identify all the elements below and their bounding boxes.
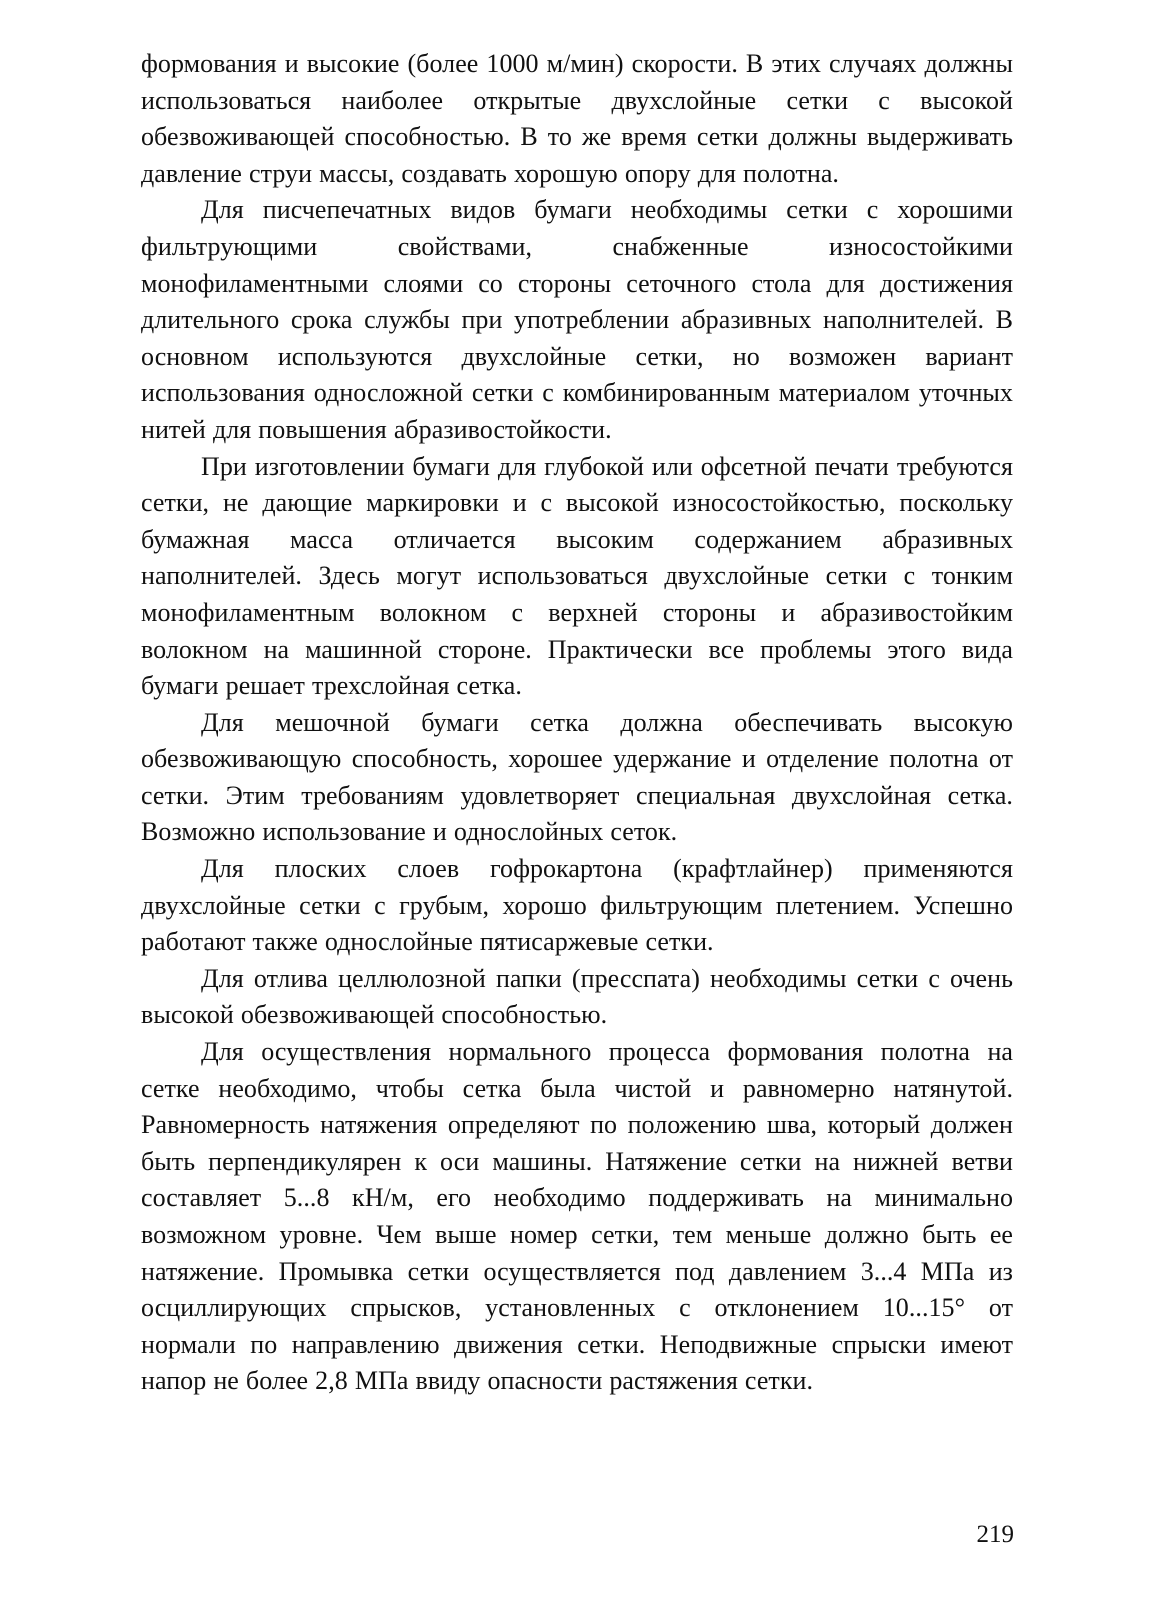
- paragraph-writing-paper: Для писчепечатных видов бумаги необходимы сетки с хорошими фильтрующими свойствами, снабженные износостойкими монофиламентными слоями со стороны сеточного стола для достижения длительного срока службы при употреблении абразивных наполнителей. В основном используются двухслойные сетки, но возможен вариант использования односложной сетки с комбинированным материалом уточных нитей для повышения абразивостойкости.: [141, 195, 1013, 444]
- paragraph-continuation: формования и высокие (более 1000 м/мин) скорости. В этих случаях должны использоваться наиболее открытые двухслойные сетки с высокой обезвоживающей способностью. В то же время сетки должны выдерживать давление струи массы, создавать хорошую опору для полотна.: [141, 49, 1013, 188]
- paragraph-sack-paper: Для мешочной бумаги сетка должна обеспечивать высокую обезвоживающую способность, хорошее удержание и отделение полотна от сетки. Этим требованиям удовлетворяет специальная двухслойная сетка. Возможно использование и однослойных сеток.: [141, 707, 1013, 847]
- body-text: [141, 46, 1013, 1400]
- page-number: 219: [976, 1521, 1014, 1548]
- paragraph-pulp-sheet: Для отлива целлюлозной папки (пресспата) необходимы сетки с очень высокой обезвоживающей способностью.: [141, 963, 1013, 1030]
- paragraph-kraftliner: Для плоских слоев гофрокартона (крафтлайнер) применяются двухслойные сетки с грубым, хорошо фильтрующим плетением. Успешно работают также однослойные пятисаржевые сетки.: [141, 854, 1013, 957]
- paragraph-wire-tension: Для осуществления нормального процесса формования полотна на сетке необходимо, чтобы сетка была чистой и равномерно натянутой. Равномерность натяжения определяют по положению шва, который должен быть перпендикулярен к оси машины. Натяжение сетки на нижней ветви составляет 5...8 кН/м, его необходимо поддерживать на минимально возможном уровне. Чем выше номер сетки, тем меньше должно быть ее натяжение. Промывка сетки осуществляется под давлением 3...4 МПа из осциллирующих спрысков, установленных с отклонением 10...15° от нормали по направлению движения сетки. Неподвижные спрыски имеют напор не более 2,8 МПа ввиду опасности растяжения сетки.: [141, 1037, 1013, 1396]
- paragraph-offset-printing: При изготовлении бумаги для глубокой или офсетной печати требуются сетки, не дающие маркировки и с высокой износостойкостью, поскольку бумажная масса отличается высоким содержанием абразивных наполнителей. Здесь могут использоваться двухслойные сетки с тонким монофиламентным волокном с верхней стороны и абразивостойким волокном на машинной стороне. Практически все проблемы этого вида бумаги решает трехслойная сетка.: [141, 451, 1013, 701]
